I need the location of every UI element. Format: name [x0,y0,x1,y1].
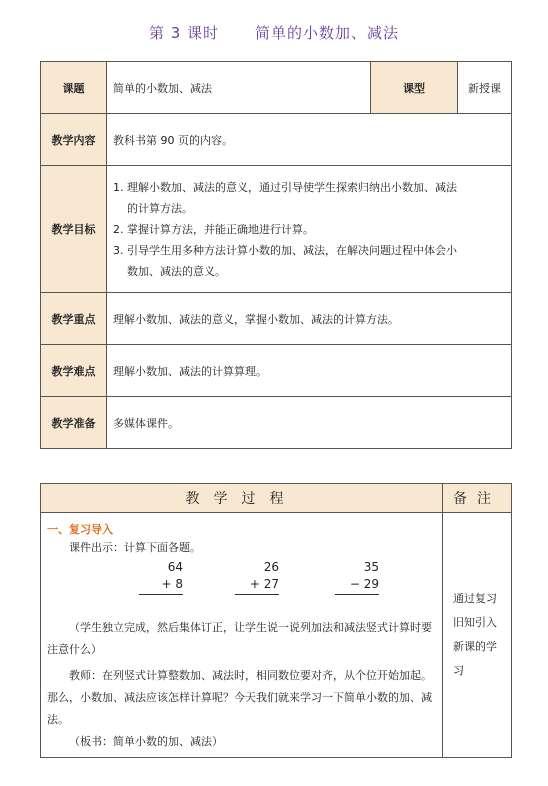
process-header: 教学过程 [41,484,443,513]
key-label: 教学重点 [41,293,107,345]
content-value: 教科书第 90 页的内容。 [107,114,512,166]
prep-label: 教学准备 [41,397,107,449]
type-value: 新授课 [458,62,512,114]
intro-text: 课件出示：计算下面各题。 [69,541,201,554]
calc-bottom: + 8 [161,577,183,591]
goals-label: 教学目标 [41,166,107,293]
teacher-text: 教师：在列竖式计算整数加、减法时，相同数位要对齐，从个位开始加起。那么，小数加、减法应该怎样计算呢？今天我们就来学习一下简单小数的加、减法。 [47,669,432,726]
goal-line: 2. 掌握计算方法，并能正确地进行计算。 [113,222,314,236]
calc-group [47,559,436,607]
calc-line [139,594,183,595]
prep-value: 多媒体课件。 [107,397,512,449]
process-body-row [41,513,512,758]
lesson-number: 第 3 课时 [148,24,220,42]
calc-top: 26 [263,560,279,574]
student-activity-text: （学生独立完成，然后集体订正，让学生说一说列加法和减法竖式计算时要注意什么） [47,621,432,656]
goals-row [41,166,512,293]
page-title [0,22,548,43]
key-value: 理解小数加、减法的意义，掌握小数加、减法的计算方法。 [107,293,512,345]
prep-row [41,397,512,449]
process-body [41,513,443,758]
process-header-row [41,484,512,513]
difficulty-row [41,345,512,397]
process-table [40,483,512,758]
board-text: （板书：简单小数的加、减法） [69,735,223,748]
notes-header: 备注 [443,484,512,513]
lesson-info-table [40,61,512,449]
calc-line [235,594,279,595]
goal-line: 3. 引导学生用多种方法计算小数的加、减法，在解决问题过程中体会小 [113,243,457,257]
calc-top: 35 [363,560,379,574]
calc-item [335,559,379,595]
section-title: 一、复习导入 [47,523,113,536]
calc-top: 64 [167,560,183,574]
goals-value [107,166,512,293]
type-label: 课型 [371,62,458,114]
goal-line: 数加、减法的意义。 [127,264,226,278]
course-label: 课题 [41,62,107,114]
key-row [41,293,512,345]
lesson-topic: 简单的小数加、减法 [255,24,400,42]
difficulty-value: 理解小数加、减法的计算算理。 [107,345,512,397]
calc-bottom: + 27 [249,577,279,591]
content-row [41,114,512,166]
course-value: 简单的小数加、减法 [107,62,371,114]
calc-bottom: − 29 [349,577,379,591]
calc-item [235,559,279,595]
course-row [41,62,512,114]
goal-line: 1. 理解小数加、减法的意义，通过引导使学生探索归纳出小数加、减法 [113,180,457,194]
calc-line [335,594,379,595]
goal-line: 的计算方法。 [127,201,193,215]
note-text: 通过复习旧知引入新课的学习 [453,592,497,677]
content-label: 教学内容 [41,114,107,166]
difficulty-label: 教学难点 [41,345,107,397]
calc-item [139,559,183,595]
notes-body [443,513,512,758]
